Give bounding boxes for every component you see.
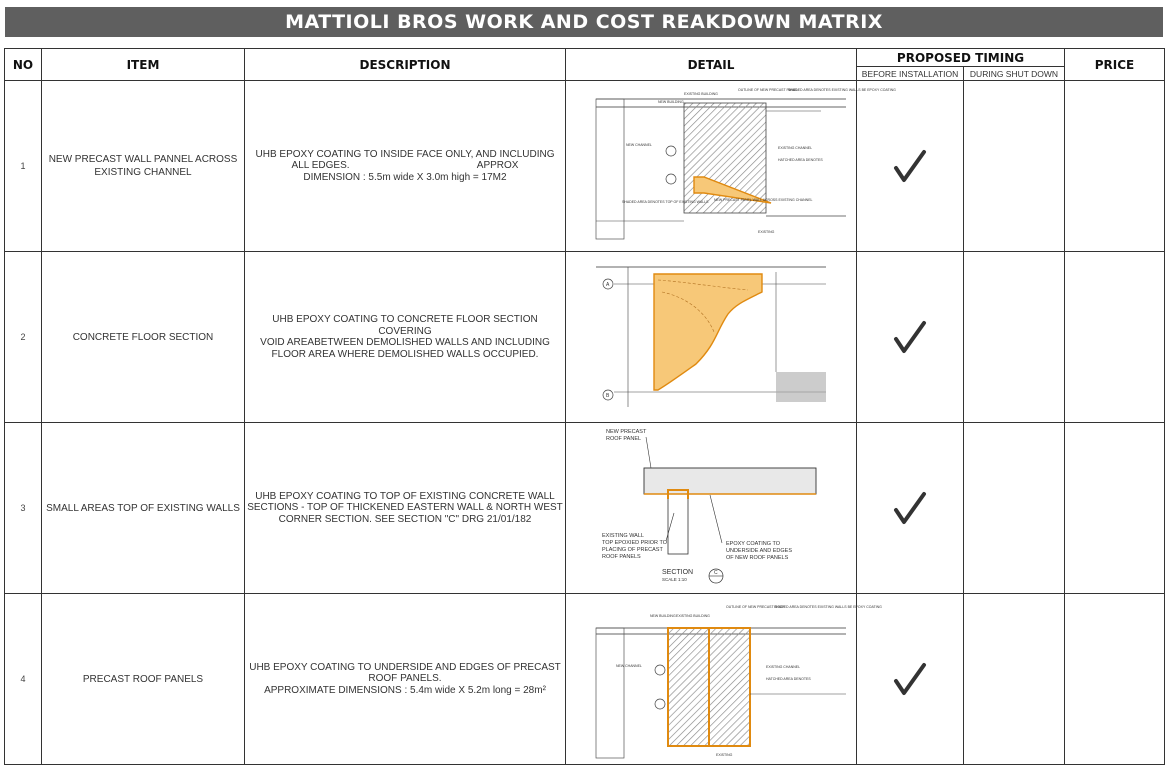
grid-label: B (606, 393, 610, 399)
description-line: UHB EPOXY COATING TO UNDERSIDE AND EDGES OF PRECAST (249, 661, 561, 673)
row-detail-drawing (566, 423, 857, 594)
plan-drawing-wall-panel (566, 81, 896, 251)
table-row (5, 423, 1165, 594)
drawing-label: EXISTING CHANNEL (766, 665, 801, 669)
row-number: 2 (5, 252, 42, 423)
row-item: PRECAST ROOF PANELS (42, 594, 245, 765)
description-line: SECTIONS - TOP OF THICKENED EASTERN WALL & NORTH WEST (247, 502, 563, 514)
section-title: SECTION (662, 569, 694, 576)
drawing-label: NEW CHANNEL (626, 143, 652, 147)
grid-label: A (606, 282, 610, 288)
price-cell (1065, 594, 1165, 765)
description-line: VOID AREABETWEEN DEMOLISHED WALLS AND INCLUDING (260, 337, 550, 348)
section-drawing-c (566, 423, 857, 593)
row-detail-drawing (566, 81, 896, 252)
row-number: 3 (5, 423, 42, 594)
header-description: DESCRIPTION (245, 49, 566, 81)
drawing-label: NEW BUILDING (650, 614, 676, 618)
row-item: SMALL AREAS TOP OF EXISTING WALLS (42, 423, 245, 594)
drawing-label: NEW BUILDING (658, 100, 684, 104)
drawing-label: EXISTING WALL (602, 533, 644, 539)
price-cell (1065, 252, 1165, 423)
drawing-label: NEW PRECAST (606, 429, 647, 435)
drawing-label: HATCHED AREA DENOTES (778, 158, 823, 162)
plan-drawing-roof-panels (566, 594, 882, 764)
price-cell (1065, 423, 1165, 594)
header-before-installation: BEFORE INSTALLATION (857, 67, 964, 81)
during-shut-down-cell (964, 81, 1065, 252)
drawing-label: EXISTING (716, 753, 733, 757)
description-line: ROOF PANELS. (368, 673, 442, 685)
table-row (5, 81, 1165, 252)
header-proposed-timing: PROPOSED TIMING (857, 49, 1065, 67)
row-item: NEW PRECAST WALL PANNEL ACROSS EXISTING CHANNEL (42, 81, 245, 252)
drawing-label: NEW PRECAST PANEL WALL ACROSS EXISTING CHANNEL (714, 198, 813, 202)
drawing-label: PLACING OF PRECAST (602, 547, 663, 553)
header-price: PRICE (1065, 49, 1165, 81)
drawing-label: EXISTING CHANNEL (778, 146, 813, 150)
description-line: CORNER SECTION. SEE SECTION "C" DRG 21/01/182 (278, 513, 532, 525)
drawing-label: ROOF PANELS (602, 554, 641, 560)
row-description (245, 252, 566, 423)
checkmark-icon (892, 319, 928, 355)
header-item: ITEM (42, 49, 245, 81)
before-installation-cell (857, 423, 964, 594)
drawing-label: SHADED AREA DENOTES EXISTING WALLS BE EPOXY COATING (788, 88, 896, 92)
before-installation-cell (857, 594, 964, 765)
row-number: 1 (5, 81, 42, 252)
drawing-label: OUTLINE OF NEW PRECAST ROOF (726, 605, 785, 609)
title-bar (5, 7, 1163, 37)
row-item: CONCRETE FLOOR SECTION (42, 252, 245, 423)
drawing-label: SHADED AREA DENOTES TOP OF EXISTING WALLS (622, 200, 709, 204)
drawing-label: EXISTING (758, 230, 775, 234)
drawing-label: NEW CHANNEL (616, 664, 642, 668)
header-no: NO (5, 49, 42, 81)
drawing-label: SHADED AREA DENOTES EXISTING WALLS BE EPOXY COATING (774, 605, 882, 609)
drawing-label: TOP EPOXIED PRIOR TO (602, 540, 668, 546)
drawing-label: UNDERSIDE AND EDGES (726, 548, 793, 554)
row-number: 4 (5, 594, 42, 765)
drawing-label: OF NEW ROOF PANELS (726, 555, 789, 561)
checkmark-icon (892, 490, 928, 526)
description-line: FLOOR AREA WHERE DEMOLISHED WALLS OCCUPIED. (271, 348, 539, 360)
plan-drawing-floor-section (566, 252, 857, 422)
section-marker: C (714, 570, 718, 576)
page-title: MATTIOLI BROS WORK AND COST REAKDOWN MATRIX (285, 11, 883, 33)
drawing-label: HATCHED AREA DENOTES (766, 677, 811, 681)
description-line: UHB EPOXY COATING TO TOP OF EXISTING CONCRETE WALL (255, 490, 555, 502)
table-row (5, 594, 1165, 765)
before-installation-cell (857, 81, 964, 252)
drawing-label: EXISTING BUILDING (684, 92, 718, 96)
drawing-label: ROOF PANEL (606, 436, 642, 442)
row-detail-drawing (566, 252, 857, 423)
row-description (245, 81, 566, 252)
description-line: ALL EDGES. APPROX (291, 160, 519, 172)
drawing-label: EPOXY COATING TO (726, 541, 780, 547)
header-during-shut-down: DURING SHUT DOWN (964, 67, 1065, 81)
drawing-label: OUTLINE OF NEW PRECAST PANEL (738, 88, 798, 92)
header-detail: DETAIL (566, 49, 857, 81)
description-line: APPROXIMATE DIMENSIONS : 5.4m wide X 5.2m long = 28m² (264, 684, 546, 696)
section-scale: SCALE 1:10 (662, 577, 687, 582)
during-shut-down-cell (964, 594, 1065, 765)
cost-matrix-table (4, 48, 1165, 765)
checkmark-icon (892, 661, 928, 697)
checkmark-icon (892, 148, 928, 184)
description-line: UHB EPOXY COATING TO INSIDE FACE ONLY, AND INCLUDING (255, 148, 555, 160)
during-shut-down-cell (964, 423, 1065, 594)
row-detail-drawing (566, 594, 882, 765)
table-row (5, 252, 1165, 423)
price-cell (1065, 81, 1165, 252)
during-shut-down-cell (964, 252, 1065, 423)
description-line: DIMENSION : 5.5m wide X 3.0m high = 17M2 (303, 171, 507, 183)
row-description (245, 594, 566, 765)
row-description (245, 423, 566, 594)
before-installation-cell (857, 252, 964, 423)
drawing-label: EXISTING BUILDING (676, 614, 710, 618)
description-line: UHB EPOXY COATING TO CONCRETE FLOOR SECTION COVERING (272, 314, 538, 337)
